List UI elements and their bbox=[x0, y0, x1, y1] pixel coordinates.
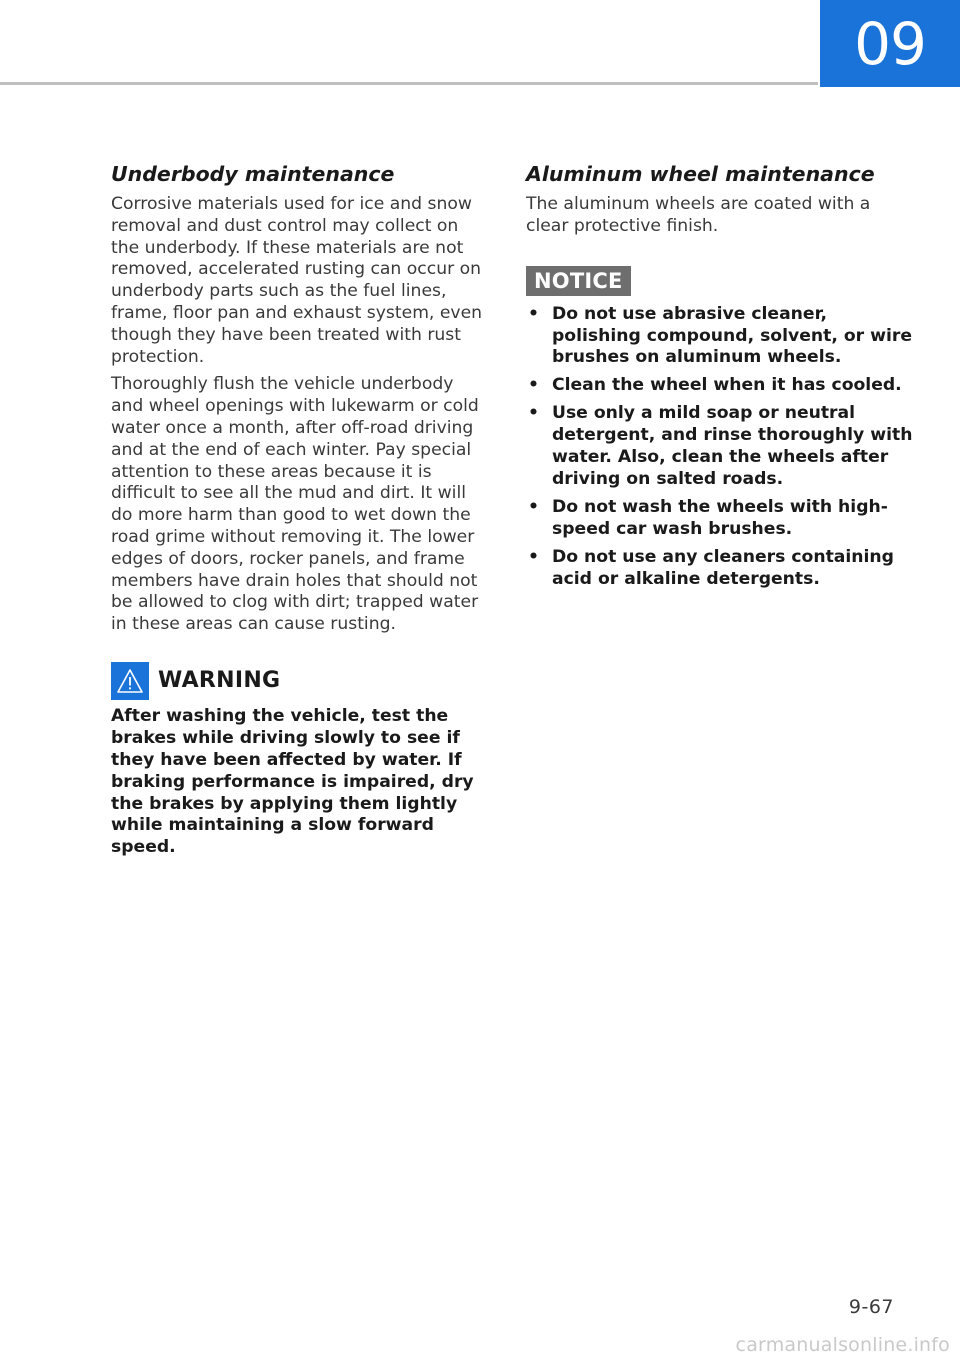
watermark: carmanualsonline.info bbox=[735, 1334, 950, 1356]
chapter-tab bbox=[820, 0, 960, 87]
right-column bbox=[526, 160, 918, 596]
notice-item-text: Clean the wheel when it has cooled. bbox=[552, 375, 902, 396]
aluminum-wheel-heading: Aluminum wheel maintenance bbox=[526, 162, 875, 186]
notice-item-text: Do not wash the wheels with high-speed car wash brushes. bbox=[552, 496, 888, 539]
header-rule bbox=[0, 82, 818, 85]
notice-item bbox=[526, 497, 918, 541]
page-number: 9-67 bbox=[848, 1296, 894, 1318]
left-column bbox=[111, 160, 491, 859]
notice-badge: NOTICE bbox=[526, 266, 631, 296]
aluminum-wheel-paragraph: The aluminum wheels are coated with a clear protective finish. bbox=[526, 194, 871, 236]
warning-title: WARNING bbox=[158, 668, 281, 694]
chapter-number: 09 bbox=[854, 9, 926, 78]
notice-item-text: Do not use any cleaners containing acid or alkaline detergents. bbox=[552, 546, 894, 589]
notice-item-text: Use only a mild soap or neutral detergent, and rinse thoroughly with water. Also, clean the wheels after driving on salted roads. bbox=[552, 403, 913, 489]
bullet: • bbox=[528, 546, 539, 567]
warning-triangle-icon bbox=[111, 662, 149, 700]
underbody-heading: Underbody maintenance bbox=[111, 162, 395, 186]
notice-list bbox=[526, 304, 918, 591]
warning-header bbox=[111, 662, 491, 700]
bullet: • bbox=[528, 303, 539, 324]
underbody-paragraph-2: Thoroughly flush the vehicle underbody and wheel openings with lukewarm or cold water once a month, after off-road driving and at the end of each winter. Pay special attention to these areas because it is difficult to see all the mud and dirt. It will do more harm than good to wet down the road grime without removing it. The lower edges of doors, rocker panels, and frame members have drain holes that should not be allowed to clog with dirt; trapped water in these areas can cause rusting. bbox=[111, 374, 479, 635]
underbody-paragraph-1: Corrosive materials used for ice and snow removal and dust control may collect on the underbody. If these materials are not removed, accelerated rusting can occur on underbody parts such as the fuel lines, frame, floor pan and exhaust system, even though they have been treated with rust protection. bbox=[111, 194, 483, 367]
notice-item bbox=[526, 547, 918, 591]
notice-item bbox=[526, 375, 918, 397]
bullet: • bbox=[528, 496, 539, 517]
bullet: • bbox=[528, 403, 539, 424]
warning-text: After washing the vehicle, test the brakes while driving slowly to see if they have been affected by water. If braking performance is impaired, dry the brakes by applying them lightly while maintaining a slow forward speed. bbox=[111, 705, 474, 858]
notice-item-text: Do not use abrasive cleaner, polishing compound, solvent, or wire brushes on aluminum wheels. bbox=[552, 303, 913, 368]
notice-item bbox=[526, 304, 918, 370]
bullet: • bbox=[528, 375, 539, 396]
notice-item bbox=[526, 403, 918, 491]
